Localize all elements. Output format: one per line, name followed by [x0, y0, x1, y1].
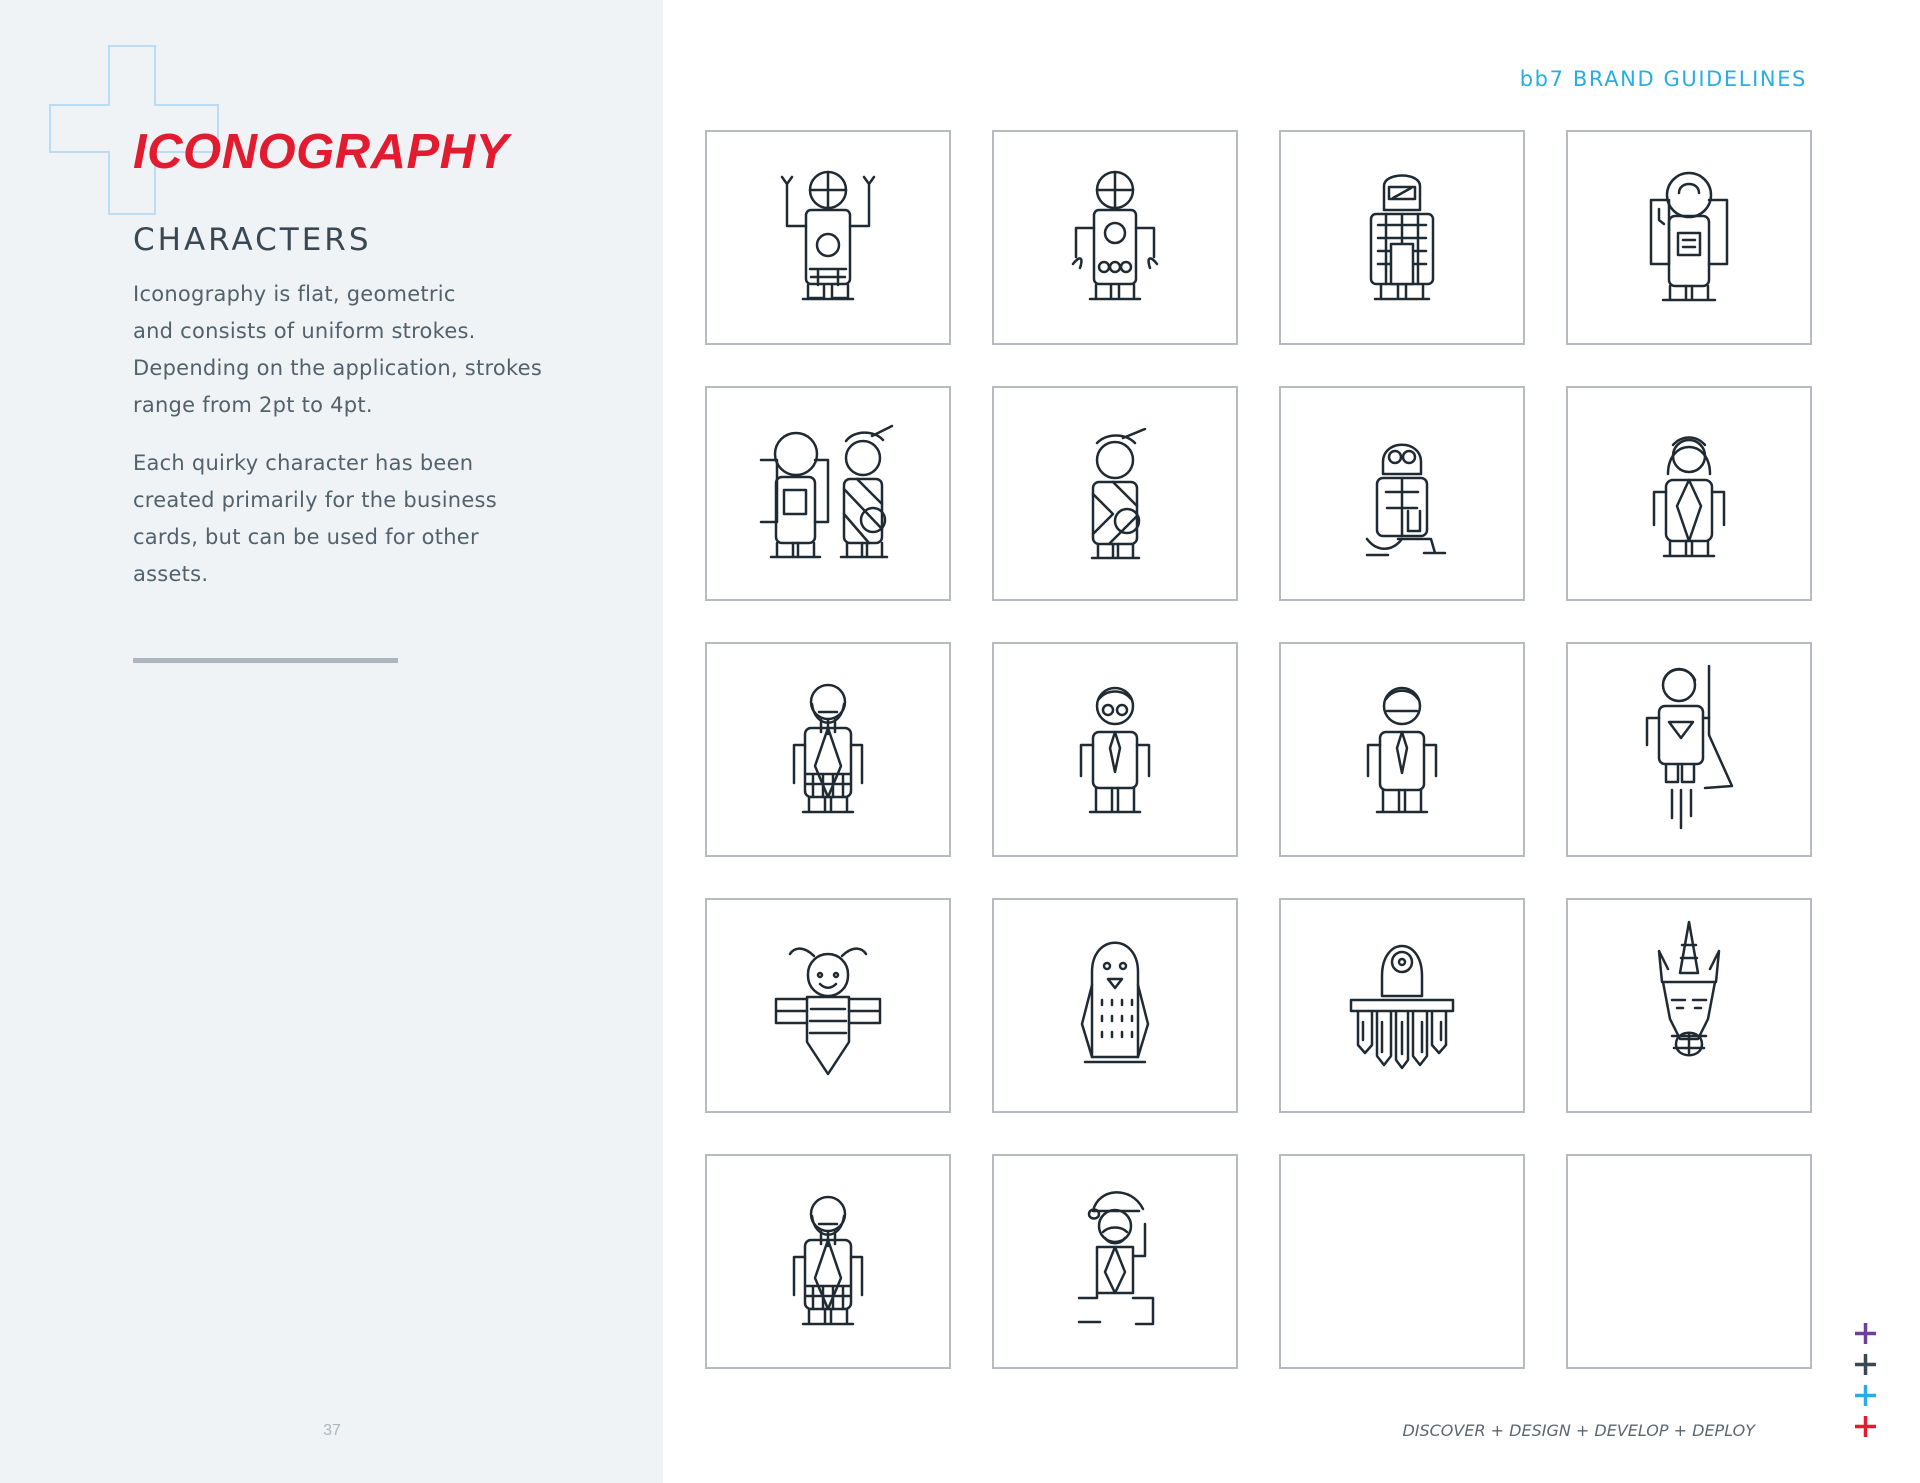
charcoal-plus-icon — [1852, 1351, 1879, 1378]
businesswoman-icon — [1568, 388, 1810, 599]
character-tile — [992, 898, 1238, 1113]
character-tile — [705, 898, 951, 1113]
unicorn-icon — [1568, 900, 1810, 1111]
santa-icon — [994, 1156, 1236, 1367]
astronaut-icon — [1568, 132, 1810, 343]
character-tile — [992, 1154, 1238, 1369]
character-tile — [1279, 386, 1525, 601]
section-title: CHARACTERS — [133, 222, 372, 258]
character-tile — [992, 130, 1238, 345]
character-tile — [1566, 642, 1812, 857]
description-line: Iconography is flat, geometric — [133, 282, 456, 306]
brand-plus-markers — [1852, 1320, 1879, 1435]
robot-icon — [994, 132, 1236, 343]
character-tile — [1279, 130, 1525, 345]
process-tagline: DISCOVER + DESIGN + DEVELOP + DEPLOY — [1402, 1421, 1755, 1440]
description-line: cards, but can be used for other — [133, 525, 479, 549]
red-plus-icon — [1852, 1413, 1879, 1440]
empty-character-slot — [1566, 1154, 1812, 1369]
description-line: assets. — [133, 562, 209, 586]
character-tile — [705, 130, 951, 345]
character-tile — [1279, 898, 1525, 1113]
iconography-info-panel — [0, 0, 663, 1483]
character-icon-grid — [705, 130, 1814, 1370]
character-tile — [992, 386, 1238, 601]
iconography-description — [133, 276, 603, 424]
character-tile — [1566, 898, 1812, 1113]
section-divider — [133, 658, 398, 663]
astronaut-and-artist-icon — [707, 388, 949, 599]
character-tile — [705, 642, 951, 857]
character-tile — [1566, 130, 1812, 345]
bee-icon — [707, 900, 949, 1111]
artist-icon — [994, 388, 1236, 599]
bearded-man-icon — [707, 1156, 949, 1367]
description-line: Depending on the application, strokes — [133, 356, 543, 380]
purple-plus-icon — [1852, 1320, 1879, 1347]
description-line: Each quirky character has been — [133, 451, 474, 475]
office-worker-icon — [994, 644, 1236, 855]
office-worker-icon — [1281, 644, 1523, 855]
character-tile — [1279, 642, 1525, 857]
bearded-man-icon — [707, 644, 949, 855]
character-tile — [1566, 386, 1812, 601]
character-tile — [705, 386, 951, 601]
blue-plus-icon — [1852, 1382, 1879, 1409]
empty-character-slot — [1279, 1154, 1525, 1369]
superhero-icon — [1568, 644, 1810, 855]
character-tile — [705, 1154, 951, 1369]
description-line: range from 2pt to 4pt. — [133, 393, 373, 417]
page-number: 37 — [323, 1422, 341, 1439]
jellyfish-icon — [1281, 900, 1523, 1111]
robot-icon — [707, 132, 949, 343]
scientist-icon — [1281, 388, 1523, 599]
character-tile — [992, 642, 1238, 857]
character-description — [133, 445, 603, 593]
description-line: and consists of uniform strokes. — [133, 319, 476, 343]
welder-icon — [1281, 132, 1523, 343]
description-line: created primarily for the business — [133, 488, 497, 512]
brand-guidelines-label: bb7 BRAND GUIDELINES — [1519, 67, 1807, 91]
penguin-icon — [994, 900, 1236, 1111]
page-title: ICONOGRAPHY — [133, 125, 509, 179]
